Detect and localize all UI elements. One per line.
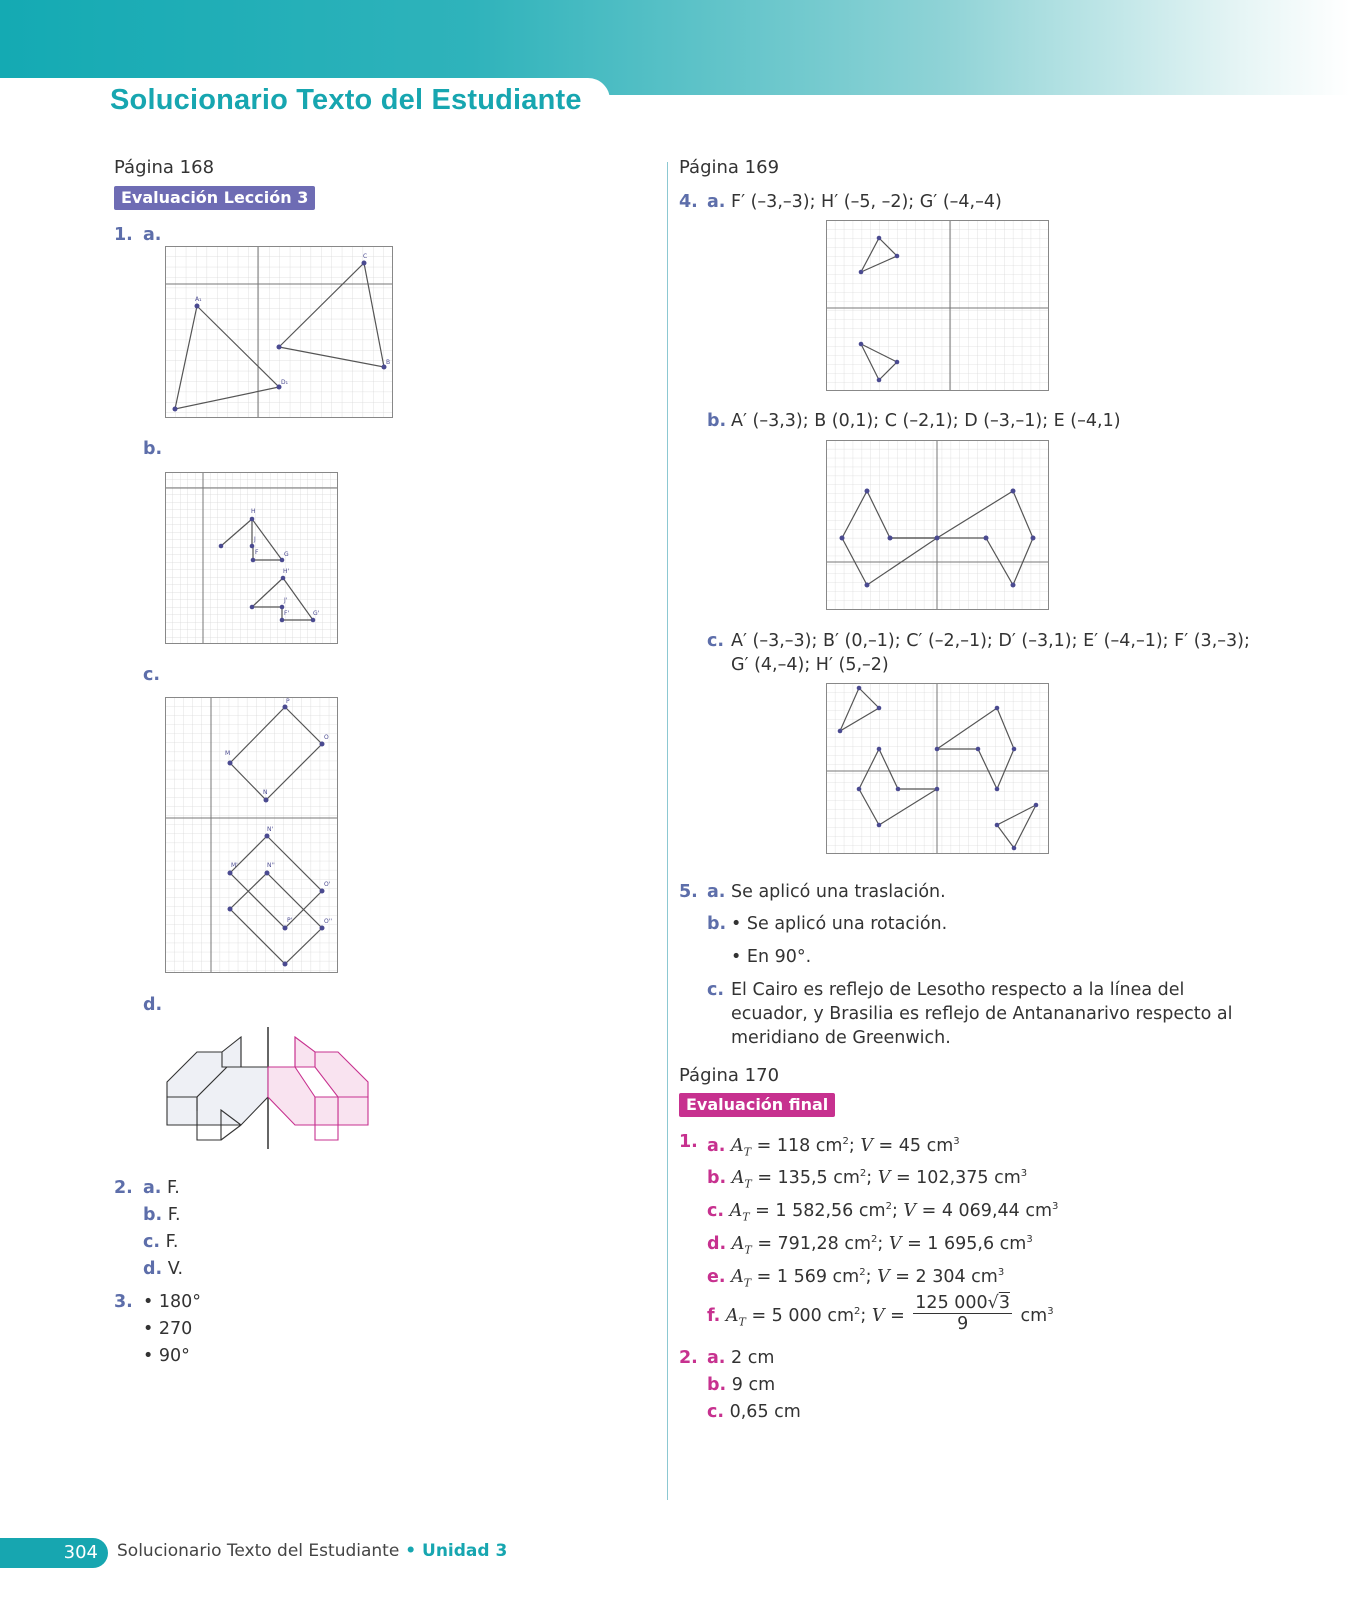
- page-title: Solucionario Texto del Estudiante: [110, 84, 582, 116]
- q1-c-label: c.: [143, 665, 161, 685]
- page-number-tab: [0, 1538, 108, 1568]
- ef1-item: b. $A_T = 135,5$ $cm^2$; V = 102,375 $cm^3$: [707, 1167, 1028, 1191]
- g1a-pt-label: C: [363, 253, 368, 260]
- q5-c-line: El Cairo es reflejo de Lesotho respecto a la línea del: [731, 980, 1185, 1000]
- g1b-pt-label: J': [284, 597, 288, 604]
- graph-1d-reflection: [160, 1025, 375, 1153]
- g1b-pt-label: J: [254, 536, 256, 543]
- ef2-item: a. 2 cm: [707, 1348, 775, 1368]
- graph-1b: [165, 472, 338, 644]
- ef1-item: e. $A_T = 1$ 569 $cm^2$; V = 2 304 $cm^3$: [707, 1266, 1005, 1290]
- q4-number: 4.: [679, 192, 698, 212]
- q5-a-label: a.: [707, 882, 726, 902]
- page-label-169: Página 169: [679, 157, 780, 178]
- q4-c-text: A′ (–3,–3); B′ (0,–1); C′ (–2,–1); D′ (–3,1); E′ (–4,–1); F′ (3,–3);: [731, 631, 1250, 651]
- page-label-170: Página 170: [679, 1065, 780, 1086]
- g1c-pt-label: M: [225, 750, 231, 757]
- g1c-pt-label: P: [286, 698, 290, 705]
- g1b-pt-label: H': [283, 568, 290, 575]
- q5-c-label: c.: [707, 980, 725, 1000]
- g1c-pt-label: O: [324, 734, 329, 741]
- q4-b-text: A′ (–3,3); B (0,1); C (–2,1); D (–3,–1); E (–4,1): [731, 411, 1121, 431]
- q2-number: 2.: [114, 1178, 133, 1198]
- g1b-pt-label: F: [255, 549, 259, 556]
- q3-item: • 180°: [143, 1292, 202, 1312]
- page-label-168: Página 168: [114, 157, 215, 178]
- g1c-pt-label: O'': [324, 918, 333, 925]
- g1b-pt-label: G': [313, 610, 320, 617]
- q5-b-text: • En 90°.: [731, 947, 812, 967]
- g1c-pt-label: P': [287, 917, 293, 924]
- q5-a-text: Se aplicó una traslación.: [731, 882, 946, 902]
- q2-item: c. F.: [143, 1232, 179, 1252]
- q1-a-label: a.: [143, 225, 162, 245]
- g1c-pt-label: N'': [267, 862, 275, 869]
- volume-fraction: $\frac{125 000√3}{9}$: [915, 1293, 1010, 1335]
- g1c-pt-label: N': [267, 826, 274, 833]
- column-divider: [667, 162, 668, 1500]
- graph-4b: [826, 440, 1049, 610]
- q1-number: 1.: [114, 225, 133, 245]
- ef1-item-f: f. $A_T = 5$ 000 $cm^2$; V = $\frac{125 000√3}{9}$ $cm^3$: [707, 1293, 1054, 1335]
- q2-item: b. F.: [143, 1205, 181, 1225]
- q4-b-label: b.: [707, 411, 727, 431]
- q2-item: d. V.: [143, 1259, 184, 1279]
- q4-a-text: F′ (–3,–3); H′ (–5, –2); G′ (–4,–4): [731, 192, 1002, 212]
- page-number: 304: [63, 1542, 98, 1563]
- ef2-item: b. 9 cm: [707, 1375, 776, 1395]
- g1b-pt-label: G: [284, 551, 289, 558]
- g1b-pt-label: F': [284, 610, 290, 617]
- q5-c-line: meridiano de Greenwich.: [731, 1028, 951, 1048]
- q5-number: 5.: [679, 882, 698, 902]
- q1-b-label: b.: [143, 439, 163, 459]
- q3-item: • 270: [143, 1319, 193, 1339]
- q4-a-label: a.: [707, 192, 726, 212]
- graph-4c: [826, 683, 1049, 854]
- q4-c-label: c.: [707, 631, 725, 651]
- q3-number: 3.: [114, 1292, 133, 1312]
- ef1-item: d. $A_T = 791,28$ $cm^2$; V = 1 695,6 $cm^3$: [707, 1233, 1033, 1257]
- g1b-pt-label: H: [251, 508, 256, 515]
- ef1-number: 1.: [679, 1132, 698, 1152]
- q4-c-text: G′ (4,–4); H′ (5,–2): [731, 655, 889, 675]
- graph-1c: [165, 697, 338, 973]
- q1-d-label: d.: [143, 995, 163, 1015]
- ef2-number: 2.: [679, 1348, 698, 1368]
- q5-b-label: b.: [707, 914, 727, 934]
- footer-text: Solucionario Texto del Estudiante • Unidad 3: [117, 1541, 508, 1561]
- g1c-pt-label: M': [231, 862, 238, 869]
- graph-1a: [165, 246, 393, 418]
- g1c-pt-label: N: [263, 789, 268, 796]
- ef1-item: c. $A_T = 1$ 582,56 $cm^2$; V = 4 069,44 $cm^3$: [707, 1200, 1059, 1224]
- g1c-pt-label: O': [324, 881, 331, 888]
- g1a-pt-label: A₁: [195, 296, 202, 303]
- q3-item: • 90°: [143, 1346, 190, 1366]
- q2-item: a. F.: [143, 1178, 180, 1198]
- ef2-item: c. 0,65 cm: [707, 1402, 801, 1422]
- final-eval-badge: Evaluación final: [679, 1093, 835, 1117]
- lesson-badge: Evaluación Lección 3: [114, 186, 315, 210]
- g1a-pt-label: D₁: [281, 379, 289, 386]
- q5-b-text: • Se aplicó una rotación.: [731, 914, 948, 934]
- q5-c-line: ecuador, y Brasilia es reflejo de Antananarivo respecto al: [731, 1004, 1233, 1024]
- graph-4a: [826, 220, 1049, 391]
- ef1-item: a. $A_T = 118$ $cm^2$; V = 45 $cm^3$: [707, 1135, 960, 1159]
- g1a-pt-label: B: [386, 359, 391, 366]
